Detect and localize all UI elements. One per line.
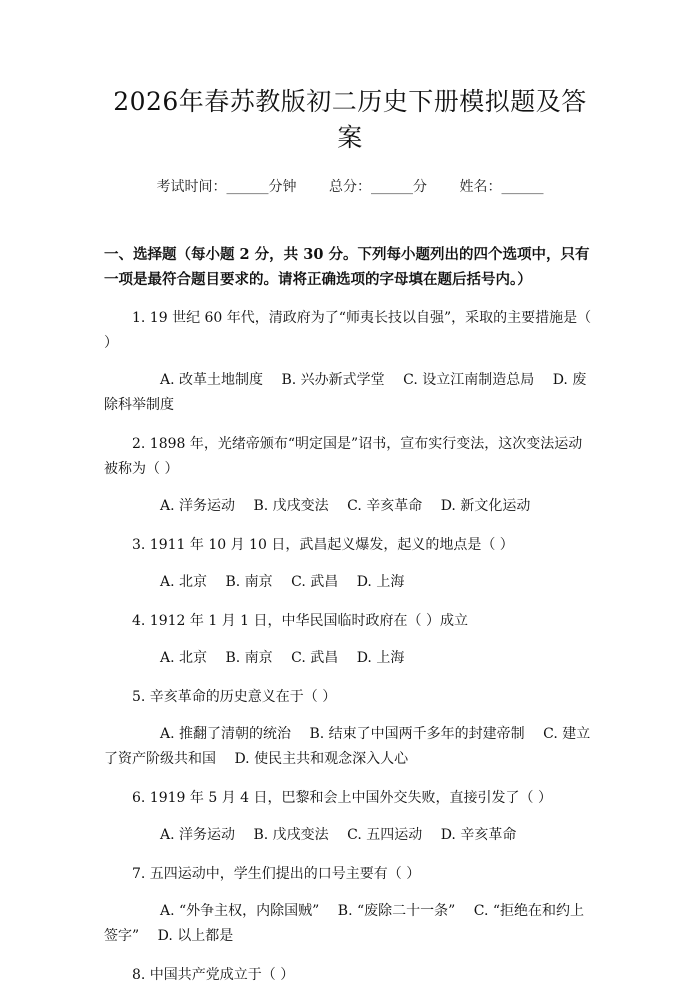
page-title: 2026年春苏教版初二历史下册模拟题及答案 (113, 87, 587, 152)
option-a: A. 北京 (160, 574, 208, 590)
option-d: D. 废除科举制度 (104, 372, 587, 413)
exam-score: 总分：______分 (329, 179, 427, 195)
question-options (104, 570, 596, 595)
question-stem: 2. 1898 年，光绪帝颁布“明定国是”诏书，宣布实行变法，这次变法运动被称为（ ） (104, 436, 583, 477)
option-a: A. “外争主权，内除国贼” (160, 903, 320, 919)
option-b: B. 南京 (225, 650, 273, 666)
question-stem: 5. 辛亥革命的历史意义在于（ ） (132, 689, 337, 705)
question (104, 786, 596, 848)
option-a: A. 洋务运动 (160, 827, 236, 843)
option-c: C. 设立江南制造总局 (403, 372, 535, 388)
option-b: B. 兴办新式学堂 (281, 372, 385, 388)
option-d: D. 以上都是 (157, 928, 234, 944)
question-options (104, 368, 596, 418)
option-d: D. 使民主共和观念深入人心 (234, 751, 409, 767)
question-options (104, 722, 596, 772)
option-c: C. “拒绝在和约上签字” (104, 903, 585, 944)
option-b: B. 结束了中国两千多年的封建帝制 (309, 726, 525, 742)
option-d: D. 上海 (356, 650, 405, 666)
option-c: C. 武昌 (291, 574, 339, 590)
question-list (104, 306, 596, 988)
option-d: D. 新文化运动 (440, 498, 531, 514)
question (104, 432, 596, 519)
option-b: B. 戊戌变法 (253, 827, 329, 843)
option-d: D. 辛亥革命 (440, 827, 517, 843)
option-c: C. 辛亥革命 (347, 498, 423, 514)
exam-time: 考试时间：______分钟 (156, 179, 297, 195)
option-c: C. 武昌 (291, 650, 339, 666)
option-a: A. 推翻了清朝的统治 (160, 726, 292, 742)
question-options (104, 646, 596, 671)
section-heading: 一、选择题（每小题 2 分，共 30 分。下列每小题列出的四个选项中，只有一项是最符合题目要求的。请将正确选项的字母填在题后括号内。） (104, 246, 590, 288)
option-b: B. 戊戌变法 (253, 498, 329, 514)
option-c: C. 五四运动 (347, 827, 423, 843)
exam-meta (104, 176, 596, 196)
question-stem: 8. 中国共产党成立于（ ） (132, 967, 295, 983)
question-options (104, 494, 596, 519)
question-stem: 7. 五四运动中，学生们提出的口号主要有（ ） (132, 866, 421, 882)
question-stem: 3. 1911 年 10 月 10 日，武昌起义爆发，起义的地点是（ ） (132, 537, 514, 553)
exam-name: 姓名：______ (459, 179, 544, 195)
option-b: B. “废除二十一条” (337, 903, 456, 919)
option-a: A. 北京 (160, 650, 208, 666)
question (104, 306, 596, 418)
question (104, 963, 596, 988)
question (104, 533, 596, 595)
question-options (104, 899, 596, 949)
question-stem: 4. 1912 年 1 月 1 日，中华民国临时政府在（ ）成立 (132, 613, 468, 629)
option-a: A. 洋务运动 (160, 498, 236, 514)
question-options (104, 823, 596, 848)
question (104, 685, 596, 772)
question (104, 862, 596, 949)
option-a: A. 改革土地制度 (160, 372, 264, 388)
option-b: B. 南京 (225, 574, 273, 590)
option-c: C. 建立了资产阶级共和国 (104, 726, 591, 767)
question-stem: 1. 19 世纪 60 年代，清政府为了“师夷长技以自强”，采取的主要措施是（ ） (104, 310, 592, 351)
question (104, 609, 596, 671)
question-stem: 6. 1919 年 5 月 4 日，巴黎和会上中国外交失败，直接引发了（ ） (132, 790, 552, 806)
option-d: D. 上海 (356, 574, 405, 590)
